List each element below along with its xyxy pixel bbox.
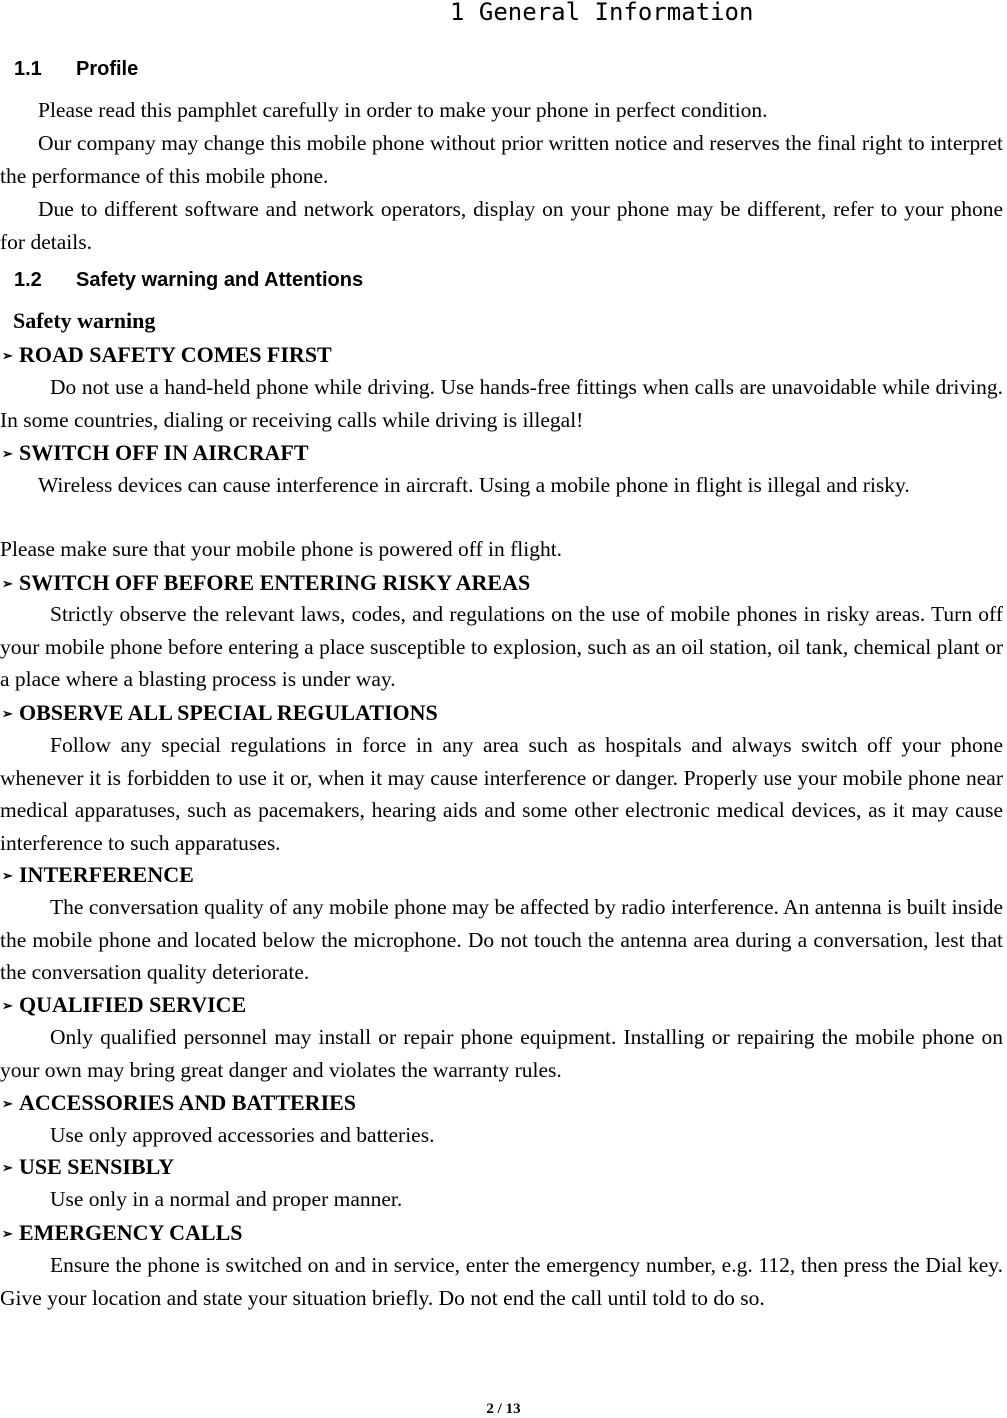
warning-title: ROAD SAFETY COMES FIRST xyxy=(19,342,332,367)
chapter-title: 1 General Information xyxy=(450,0,754,26)
section-number: 1.1 xyxy=(14,58,42,80)
warning-item-heading xyxy=(2,989,246,1022)
warning-item-heading xyxy=(2,1087,356,1120)
arrow-bullet-icon: ➢ xyxy=(2,1096,13,1111)
warning-title: QUALIFIED SERVICE xyxy=(19,992,247,1017)
paragraph: Please make sure that your mobile phone is powered off in flight. xyxy=(0,537,563,561)
arrow-bullet-icon: ➢ xyxy=(2,706,13,721)
warning-item-heading xyxy=(2,859,194,892)
arrow-bullet-icon: ➢ xyxy=(2,1160,13,1175)
warning-item-body: Use only approved accessories and batteries. xyxy=(50,1123,435,1147)
warning-item-body: Follow any special regulations in force in any area such as hospitals and always switch off your phone whenever it is forbidden to use it or, when it may cause interference or danger. Properly use your mobile phone near medical apparatuses, such as pacemakers, hearing aids and some other electronic medical devices, as it may cause interference to such apparatuses. xyxy=(0,733,1003,855)
warning-item-body: Do not use a hand-held phone while driving. Use hands-free fittings when calls are unavoidable while driving. In some countries, dialing or receiving calls while driving is illegal! xyxy=(0,375,1003,432)
warning-title: OBSERVE ALL SPECIAL REGULATIONS xyxy=(19,700,438,725)
section-number: 1.2 xyxy=(14,269,42,291)
section-heading-safety xyxy=(14,269,363,292)
arrow-bullet-icon: ➢ xyxy=(2,576,13,591)
warning-title: SWITCH OFF BEFORE ENTERING RISKY AREAS xyxy=(19,570,531,595)
warning-title: ACCESSORIES AND BATTERIES xyxy=(19,1090,357,1115)
warning-title: EMERGENCY CALLS xyxy=(19,1220,243,1245)
warning-item-body: Only qualified personnel may install or repair phone equipment. Installing or repairing the mobile phone on your own may bring great danger and violates the warranty rules. xyxy=(0,1025,1003,1082)
section-heading-profile xyxy=(14,58,138,81)
warning-item-body: Strictly observe the relevant laws, codes, and regulations on the use of mobile phones in risky areas. Turn off your mobile phone before entering a place susceptible to explosion, such as an oil station, oil tank, chemical plant or a place where a blasting process is under way. xyxy=(0,602,1003,691)
arrow-bullet-icon: ➢ xyxy=(2,1226,13,1241)
warning-item-body: The conversation quality of any mobile phone may be affected by radio interference. An antenna is built inside the mobile phone and located below the microphone. Do not touch the antenna area during a conversation, lest that the conversation quality deteriorate. xyxy=(0,895,1003,984)
warning-item-heading xyxy=(2,567,530,600)
warning-title: SWITCH OFF IN AIRCRAFT xyxy=(19,440,309,465)
warning-item-heading xyxy=(2,339,332,372)
warning-item-body: Ensure the phone is switched on and in service, enter the emergency number, e.g. 112, then press the Dial key. Give your location and state your situation briefly. Do not end the call until told to do so. xyxy=(0,1253,1003,1310)
arrow-bullet-icon: ➢ xyxy=(2,348,13,363)
warning-item-heading xyxy=(2,437,309,470)
paragraph: Due to different software and network operators, display on your phone may be different, refer to your phone for details. xyxy=(0,197,1003,254)
warning-item-heading xyxy=(2,1217,243,1250)
warning-title: USE SENSIBLY xyxy=(19,1154,175,1179)
safety-warning-heading: Safety warning xyxy=(13,308,156,333)
section-label: Safety warning and Attentions xyxy=(76,269,364,291)
paragraph: Please read this pamphlet carefully in order to make your phone in perfect condition. xyxy=(38,98,768,122)
warning-item-heading xyxy=(2,1151,174,1184)
warning-item-body: Wireless devices can cause interference in aircraft. Using a mobile phone in flight is illegal and risky. xyxy=(38,473,910,497)
arrow-bullet-icon: ➢ xyxy=(2,998,13,1013)
section-label: Profile xyxy=(76,58,139,80)
arrow-bullet-icon: ➢ xyxy=(2,446,13,461)
warning-item-body: Use only in a normal and proper manner. xyxy=(50,1187,403,1211)
paragraph: Our company may change this mobile phone without prior written notice and reserves the final right to interpret the performance of this mobile phone. xyxy=(0,131,1003,188)
page-number: 2 / 13 xyxy=(486,1401,521,1417)
arrow-bullet-icon: ➢ xyxy=(2,868,13,883)
warning-title: INTERFERENCE xyxy=(19,862,194,887)
warning-item-heading xyxy=(2,697,438,730)
